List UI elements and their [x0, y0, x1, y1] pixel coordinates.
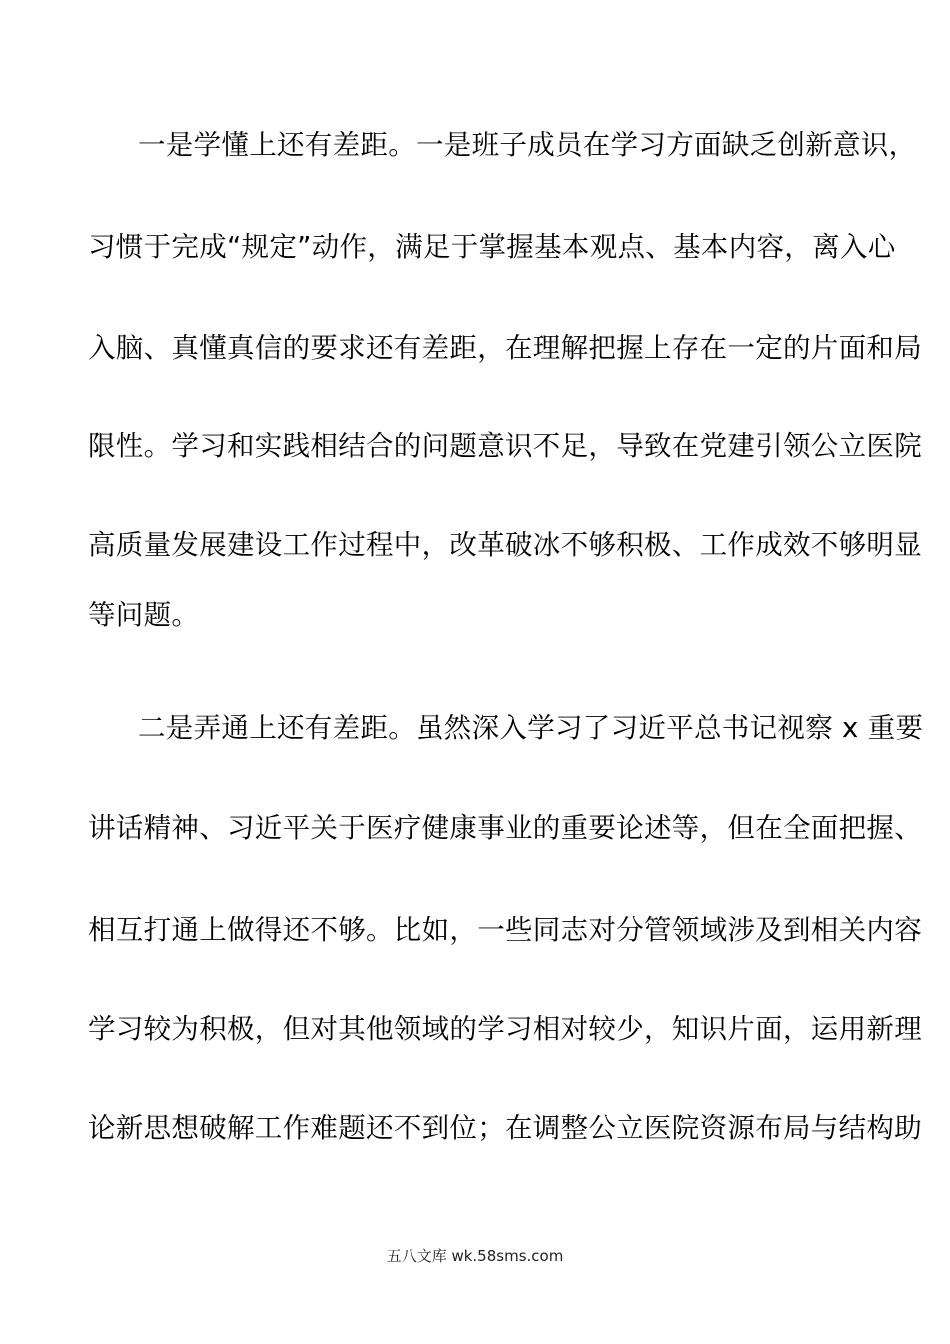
paragraph-2-line-3: 相互打通上做得还不够。比如，一些同志对分管领域涉及到相关内容: [88, 914, 922, 946]
paragraph-2-line-1: 二是弄通上还有差距。虽然深入学习了习近平总书记视察 x 重要: [138, 712, 924, 744]
paragraph-1-line-2: 习惯于完成“规定”动作，满足于掌握基本观点、基本内容，离入心: [88, 231, 896, 263]
paragraph-2-line-4: 学习较为积极，但对其他领域的学习相对较少，知识片面，运用新理: [88, 1013, 922, 1045]
paragraph-2-line-5: 论新思想破解工作难题还不到位；在调整公立医院资源布局与结构助: [88, 1112, 922, 1144]
paragraph-1-line-4: 限性。学习和实践相结合的问题意识不足，导致在党建引领公立医院: [88, 430, 922, 462]
paragraph-1-line-5: 高质量发展建设工作过程中，改革破冰不够积极、工作成效不够明显: [88, 529, 922, 561]
paragraph-1-line-1: 一是学懂上还有差距。一是班子成员在学习方面缺乏创新意识，: [138, 129, 917, 161]
paragraph-2-line-2: 讲话精神、习近平关于医疗健康事业的重要论述等，但在全面把握、: [88, 812, 922, 844]
footer-watermark: 五八文库 wk.58sms.com: [386, 1247, 564, 1265]
paragraph-1-line-6: 等问题。: [88, 599, 200, 631]
paragraph-1-line-3: 入脑、真懂真信的要求还有差距，在理解把握上存在一定的片面和局: [88, 332, 922, 364]
